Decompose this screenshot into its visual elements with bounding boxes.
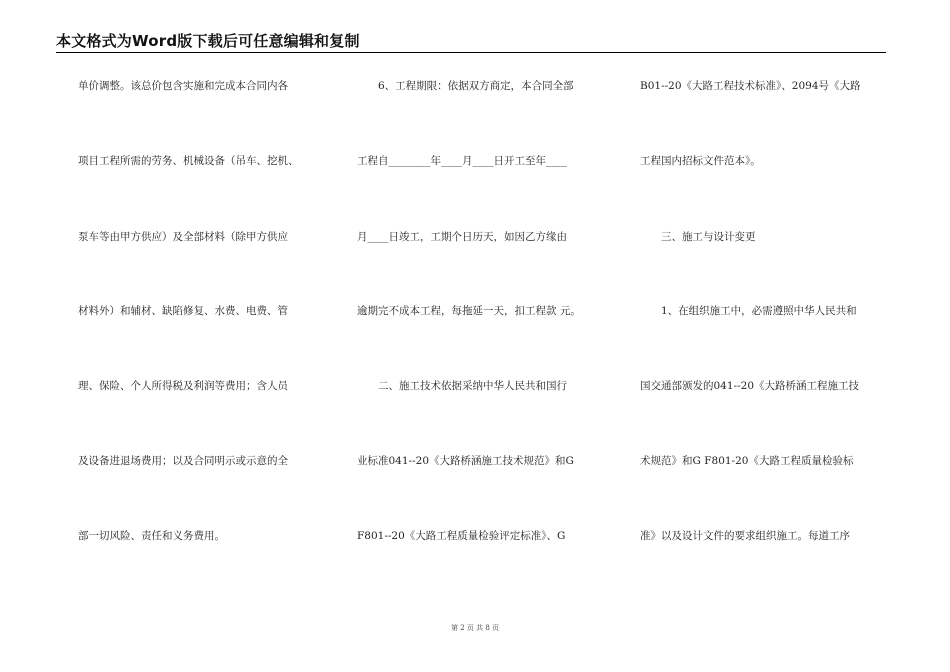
page-number: 第 2 页 共 8 页: [450, 624, 500, 632]
text-line: 准》以及设计文件的要求组织施工。每道工序: [640, 530, 850, 542]
text-line: 6、工程期限：依据双方商定，本合同全部: [357, 80, 574, 92]
text-line: 材料外）和辅材、缺陷修复、水费、电费、管: [78, 305, 288, 317]
text-line: 二、施工技术依据采纳中华人民共和国行: [357, 380, 567, 392]
text-line: 逾期完不成本工程，每拖延一天，扣工程款 元。: [357, 305, 581, 317]
text-line: 1、在组织施工中，必需遵照中华人民共和: [640, 305, 857, 317]
text-line: B01--20《大路工程技术标准》、2094号《大路: [640, 80, 861, 92]
text-line: 项目工程所需的劳务、机械设备（吊车、挖机、: [78, 155, 299, 167]
text-line: 单价调整。该总价包含实施和完成本合同内各: [78, 80, 288, 92]
text-line: 业标准041--20《大路桥涵施工技术规范》和G: [357, 455, 574, 467]
header-divider: [56, 52, 886, 53]
text-line: 国交通部颁发的041--20《大路桥涵工程施工技: [640, 380, 859, 392]
text-line: 工程国内招标文件范本》。: [640, 155, 761, 167]
text-line: 泵车等由甲方供应）及全部材料（除甲方供应: [78, 231, 288, 243]
text-line: F801--20《大路工程质量检验评定标准》、G: [357, 530, 566, 542]
text-line: 工程自________年____月____日开工至年____: [357, 155, 567, 167]
page-header-title: 本文格式为Word版下载后可任意编辑和复制: [56, 32, 360, 50]
text-line: 三、施工与设计变更: [640, 231, 756, 243]
text-line: 月____日竣工，工期个日历天，如因乙方缘由: [357, 231, 567, 243]
text-line: 理、保险、个人所得税及利润等费用；含人员: [78, 380, 288, 392]
text-line: 及设备进退场费用；以及合同明示或示意的全: [78, 455, 288, 467]
text-line: 部一切风险、责任和义务费用。: [78, 530, 225, 542]
text-line: 术规范》和G F801-20《大路工程质量检验标: [640, 455, 854, 467]
